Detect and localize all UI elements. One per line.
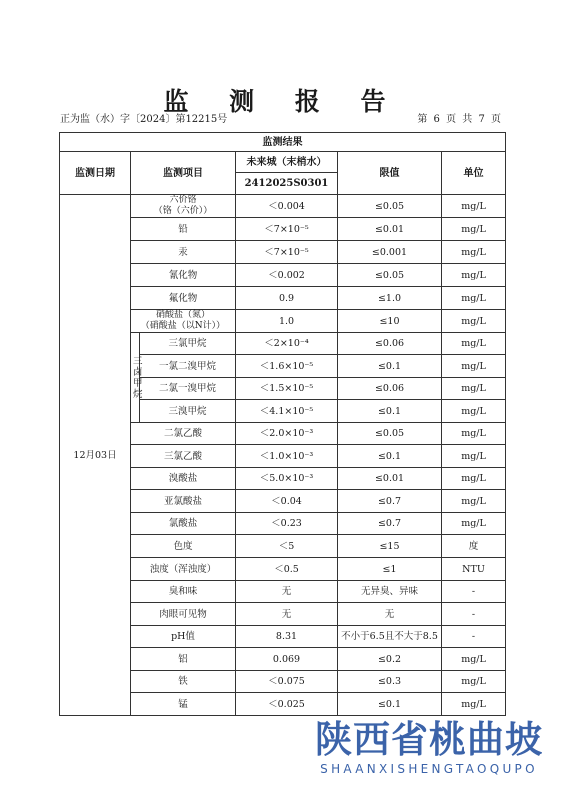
item-name-cell: 硝酸盐（氮） （硝酸盐（以N计）） — [131, 310, 236, 333]
item-name-cell: 铁 — [131, 671, 236, 693]
header-sample-name: 未来城（末梢水） — [236, 152, 338, 173]
result-cell: 无 — [236, 581, 338, 603]
item-name-cell: 铅 — [131, 218, 236, 241]
unit-cell: mg/L — [442, 378, 506, 400]
unit-cell: mg/L — [442, 648, 506, 671]
limit-cell: ≤0.06 — [338, 333, 442, 355]
limit-cell: ≤1.0 — [338, 287, 442, 310]
result-cell: ＜7×10⁻⁵ — [236, 218, 338, 241]
item-name-cell: 三氯乙酸 — [131, 445, 236, 468]
item-name-cell: 色度 — [131, 535, 236, 558]
limit-cell: ≤1 — [338, 558, 442, 581]
limit-cell: ≤15 — [338, 535, 442, 558]
result-cell: ＜5 — [236, 535, 338, 558]
watermark — [315, 718, 543, 776]
item-name-cell: 一氯二溴甲烷 — [140, 355, 236, 378]
item-name-cell: 三氯甲烷 — [140, 333, 236, 355]
trihalomethane-group-label — [131, 333, 143, 423]
result-cell: ＜0.23 — [236, 513, 338, 535]
limit-cell: 不小于6.5且不大于8.5 — [338, 626, 442, 648]
unit-cell: mg/L — [442, 287, 506, 310]
limit-cell: ≤0.2 — [338, 648, 442, 671]
limit-cell: ≤0.1 — [338, 445, 442, 468]
result-cell: ＜4.1×10⁻⁵ — [236, 400, 338, 423]
limit-cell: ≤0.7 — [338, 513, 442, 535]
result-cell: ＜0.025 — [236, 693, 338, 716]
report-title: 监 测 报 告 — [163, 87, 402, 116]
header-item: 监测项目 — [131, 152, 236, 195]
result-cell: ＜0.004 — [236, 195, 338, 218]
result-cell: ＜0.075 — [236, 671, 338, 693]
limit-cell: ≤0.1 — [338, 355, 442, 378]
result-cell: ＜7×10⁻⁵ — [236, 241, 338, 264]
item-name-cell: 六价铬 （铬（六价）） — [131, 195, 236, 218]
item-name-cell: pH值 — [131, 626, 236, 648]
item-name-cell: 氟化物 — [131, 287, 236, 310]
limit-cell: ≤0.3 — [338, 671, 442, 693]
group-label-char: 卤 — [133, 366, 143, 378]
unit-cell: mg/L — [442, 333, 506, 355]
result-cell: ＜0.04 — [236, 490, 338, 513]
unit-cell: mg/L — [442, 241, 506, 264]
unit-cell: mg/L — [442, 693, 506, 716]
table-row — [60, 195, 506, 218]
item-name-cell: 铝 — [131, 648, 236, 671]
limit-cell: ≤0.05 — [338, 423, 442, 445]
page-indicator: 第 6 页 共 7 页 — [417, 114, 501, 125]
limit-cell: 无异臭、异味 — [338, 581, 442, 603]
unit-cell: 度 — [442, 535, 506, 558]
unit-cell: NTU — [442, 558, 506, 581]
header-limit: 限值 — [338, 152, 442, 195]
limit-cell: ≤0.06 — [338, 378, 442, 400]
limit-cell: ≤0.05 — [338, 195, 442, 218]
limit-cell: ≤0.7 — [338, 490, 442, 513]
unit-cell: - — [442, 626, 506, 648]
watermark-english: SHAANXISHENGTAOQUPO — [320, 762, 538, 776]
result-cell: ＜1.5×10⁻⁵ — [236, 378, 338, 400]
item-name-cell: 二氯乙酸 — [131, 423, 236, 445]
unit-cell: - — [442, 603, 506, 626]
unit-cell: mg/L — [442, 468, 506, 490]
item-name-cell: 锰 — [131, 693, 236, 716]
result-cell: ＜0.5 — [236, 558, 338, 581]
document-number: 正为监（水）字〔2024〕第12215号 — [60, 114, 228, 125]
result-cell: ＜2.0×10⁻³ — [236, 423, 338, 445]
results-table — [59, 132, 506, 716]
item-name-cell: 溴酸盐 — [131, 468, 236, 490]
result-cell: 1.0 — [236, 310, 338, 333]
unit-cell: mg/L — [442, 423, 506, 445]
unit-cell: - — [442, 581, 506, 603]
unit-cell: mg/L — [442, 310, 506, 333]
item-name-cell: 二氯一溴甲烷 — [140, 378, 236, 400]
limit-cell: 无 — [338, 603, 442, 626]
unit-cell: mg/L — [442, 671, 506, 693]
watermark-chinese: 陕西省桃曲坡 — [315, 718, 543, 761]
limit-cell: ≤10 — [338, 310, 442, 333]
item-name-cell: 亚氯酸盐 — [131, 490, 236, 513]
limit-cell: ≤0.05 — [338, 264, 442, 287]
group-label-char: 甲 — [133, 377, 143, 389]
unit-cell: mg/L — [442, 218, 506, 241]
limit-cell: ≤0.001 — [338, 241, 442, 264]
result-cell: 8.31 — [236, 626, 338, 648]
limit-cell: ≤0.1 — [338, 693, 442, 716]
item-name-cell: 三溴甲烷 — [140, 400, 236, 423]
unit-cell: mg/L — [442, 264, 506, 287]
result-cell: ＜1.6×10⁻⁵ — [236, 355, 338, 378]
monitoring-date-cell: 12月03日 — [60, 195, 131, 716]
limit-cell: ≤0.01 — [338, 218, 442, 241]
item-name-cell: 氰化物 — [131, 264, 236, 287]
item-name-cell: 汞 — [131, 241, 236, 264]
limit-cell: ≤0.1 — [338, 400, 442, 423]
header-sample-id: 2412025S0301 — [236, 173, 338, 195]
result-cell: 0.069 — [236, 648, 338, 671]
result-cell: 无 — [236, 603, 338, 626]
item-name-cell: 臭和味 — [131, 581, 236, 603]
header-unit: 单位 — [442, 152, 506, 195]
result-cell: 0.9 — [236, 287, 338, 310]
item-name-cell: 浊度（浑浊度） — [131, 558, 236, 581]
result-cell: ＜1.0×10⁻³ — [236, 445, 338, 468]
result-cell: ＜0.002 — [236, 264, 338, 287]
unit-cell: mg/L — [442, 355, 506, 378]
unit-cell: mg/L — [442, 490, 506, 513]
unit-cell: mg/L — [442, 400, 506, 423]
group-label-char: 烷 — [133, 388, 143, 400]
result-cell: ＜5.0×10⁻³ — [236, 468, 338, 490]
unit-cell: mg/L — [442, 445, 506, 468]
unit-cell: mg/L — [442, 195, 506, 218]
item-name-cell: 氯酸盐 — [131, 513, 236, 535]
limit-cell: ≤0.01 — [338, 468, 442, 490]
group-label-char: 三 — [133, 355, 143, 367]
section-title: 监测结果 — [60, 133, 506, 152]
result-cell: ＜2×10⁻⁴ — [236, 333, 338, 355]
header-date: 监测日期 — [60, 152, 131, 195]
unit-cell: mg/L — [442, 513, 506, 535]
item-name-cell: 肉眼可见物 — [131, 603, 236, 626]
